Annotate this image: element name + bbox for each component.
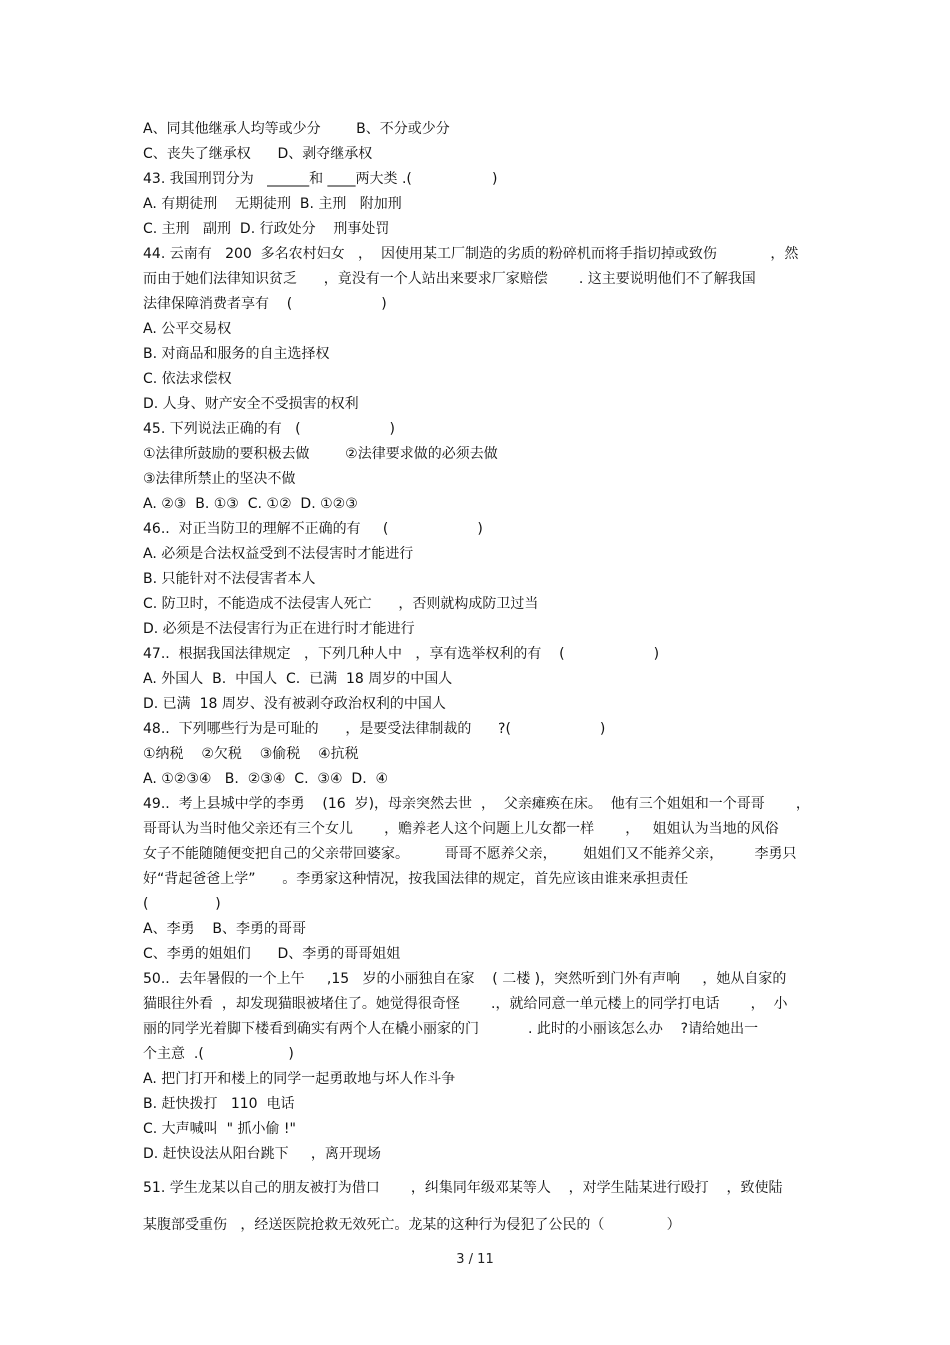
question-43: 43. 我国刑罚分为 ______和 ____两大类 .( ) bbox=[143, 171, 498, 187]
text-line: A. 有期徒刑 无期徒刑 B. 主刑 附加刑 bbox=[143, 196, 402, 212]
text-line: ①法律所鼓励的要积极去做 ②法律要求做的必须去做 bbox=[143, 446, 498, 462]
option-a: A. 把门打开和楼上的同学一起勇敢地与坏人作斗争 bbox=[143, 1071, 456, 1087]
text-line: 法律保障消费者享有 ( ) bbox=[143, 296, 387, 312]
text-line: C、李勇的姐姐们 D、李勇的哥哥姐姐 bbox=[143, 946, 401, 962]
text-line: 好“背起爸爸上学” 。李勇家这种情况，按我国法律的规定，首先应该由谁来承担责任 bbox=[143, 871, 689, 887]
option-b: B. 对商品和服务的自主选择权 bbox=[143, 346, 330, 362]
text-line: ( ) bbox=[143, 896, 221, 912]
option-c: C. 依法求偿权 bbox=[143, 371, 232, 387]
text-line: 女子不能随随便变把自己的父亲带回婆家。 哥哥不愿养父亲， 姐姐们又不能养父亲， 李勇只 bbox=[143, 846, 797, 862]
option-c: C. 大声喊叫 " 抓小偷 !" bbox=[143, 1121, 296, 1137]
text-line: ①纳税 ②欠税 ③偷税 ④抗税 bbox=[143, 746, 359, 762]
question-51: 51. 学生龙某以自己的朋友被打为借口 ，纠集同年级邓某等人 ，对学生陆某进行殴打 ，致使陆 bbox=[143, 1180, 783, 1196]
text-line: 猫眼往外看 ，却发现猫眼被堵住了。她觉得很奇怪 .，就给同意一单元楼上的同学打电话 ， 小 bbox=[143, 996, 788, 1012]
option-d: D. 必须是不法侵害行为正在进行时才能进行 bbox=[143, 621, 415, 637]
question-49: 49.. 考上县城中学的李勇 (16 岁)，母亲突然去世 ， 父亲瘫痪在床。 他有三个姐姐和一个哥哥 ， bbox=[143, 796, 810, 812]
text-line: A、同其他继承人均等或少分 B、不分或少分 bbox=[143, 121, 450, 137]
text-line: D. 已满 18 周岁、没有被剥夺政治权利的中国人 bbox=[143, 696, 446, 712]
question-45: 45. 下列说法正确的有 ( ) bbox=[143, 421, 395, 437]
question-44: 44. 云南有 200 多名农村妇女 ， 因使用某工厂制造的劣质的粉碎机而将手指切掉或致伤 ，然 bbox=[143, 246, 799, 262]
text-line: 而由于她们法律知识贫乏 ，竟没有一个人站出来要求厂家赔偿 . 这主要说明他们不了解我国 bbox=[143, 271, 756, 287]
question-48: 48.. 下列哪些行为是可耻的 ，是要受法律制裁的 ?( ) bbox=[143, 721, 606, 737]
text-line: 丽的同学光着脚下楼看到确实有两个人在橇小丽家的门 . 此时的小丽该怎么办 ?请给她出一 bbox=[143, 1021, 759, 1037]
text-line: A. 外国人 B. 中国人 C. 已满 18 周岁的中国人 bbox=[143, 671, 453, 687]
option-d: D. 赶快设法从阳台跳下 ，离开现场 bbox=[143, 1146, 381, 1162]
page-number: 3 / 11 bbox=[456, 1252, 494, 1267]
text-line: 哥哥认为当时他父亲还有三个女儿 ，赡养老人这个问题上儿女都一样 ， 姐姐认为当地的风俗 bbox=[143, 821, 779, 837]
option-c: C. 防卫时，不能造成不法侵害人死亡 ，否则就构成防卫过当 bbox=[143, 596, 539, 612]
text-line: A. ②③ B. ①③ C. ①② D. ①②③ bbox=[143, 496, 358, 512]
text-line: A. ①②③④ B. ②③④ C. ③④ D. ④ bbox=[143, 771, 389, 787]
question-46: 46.. 对正当防卫的理解不正确的有 ( ) bbox=[143, 521, 483, 537]
text-line: ③法律所禁止的坚决不做 bbox=[143, 471, 296, 487]
option-b: B. 只能针对不法侵害者本人 bbox=[143, 571, 316, 587]
text-line: A、李勇 B、李勇的哥哥 bbox=[143, 921, 306, 937]
option-a: A. 公平交易权 bbox=[143, 321, 232, 337]
text-line: 某腹部受重伤 ，经送医院抢救无效死亡。龙某的这种行为侵犯了公民的（ ） bbox=[143, 1217, 681, 1233]
question-47: 47.. 根据我国法律规定 ，下列几种人中 ，享有选举权利的有 ( ) bbox=[143, 646, 660, 662]
option-a: A. 必须是合法权益受到不法侵害时才能进行 bbox=[143, 546, 414, 562]
document-body bbox=[143, 117, 823, 1241]
option-d: D. 人身、财产安全不受损害的权利 bbox=[143, 396, 359, 412]
question-50: 50.. 去年暑假的一个上午 ,15 岁的小丽独自在家 ( 二楼 )，突然听到门外有声响 ，她从自家的 bbox=[143, 971, 787, 987]
text-line: C、丧失了继承权 D、剥夺继承权 bbox=[143, 146, 373, 162]
option-b: B. 赶快拨打 110 电话 bbox=[143, 1096, 295, 1112]
text-line: C. 主刑 副刑 D. 行政处分 刑事处罚 bbox=[143, 221, 390, 237]
text-line: 个主意 .( ) bbox=[143, 1046, 294, 1062]
